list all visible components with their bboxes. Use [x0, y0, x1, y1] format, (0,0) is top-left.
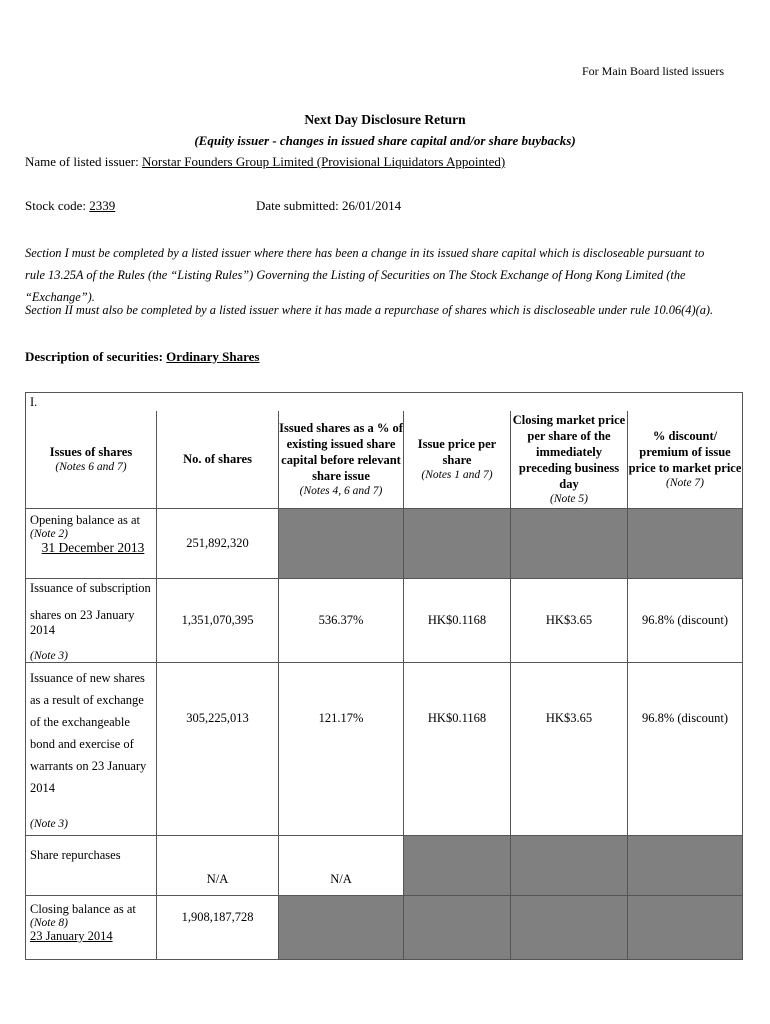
- stock-code-label: Stock code:: [25, 198, 87, 213]
- page-title: Next Day Disclosure Return: [304, 112, 466, 127]
- header-issues-note: (Notes 6 and 7): [55, 461, 127, 474]
- subscription-price: HK$0.1168: [404, 579, 511, 663]
- subscription-label-cell: [26, 579, 157, 663]
- date-submitted-label: Date submitted:: [256, 198, 339, 213]
- shaded-cell: [628, 896, 743, 960]
- closing-label-cell: [26, 896, 157, 960]
- shaded-cell: [511, 896, 628, 960]
- exchange-price: HK$0.1168: [404, 663, 511, 836]
- header-discount-text: % discount/ premium of issue price to market price: [628, 429, 742, 476]
- header-discount-note: (Note 7): [666, 477, 705, 490]
- exchange-pct: 121.17%: [279, 663, 404, 836]
- exchange-label-cell: [26, 663, 157, 836]
- shaded-cell: [511, 509, 628, 579]
- header-issues-text: Issues of shares: [49, 445, 133, 460]
- exchange-closing: HK$3.65: [511, 663, 628, 836]
- header-pct: [279, 411, 404, 509]
- stock-code-line: [25, 198, 115, 214]
- exchange-discount: 96.8% (discount): [628, 663, 743, 836]
- header-discount: [628, 411, 743, 509]
- header-pct-note: (Notes 4, 6 and 7): [299, 485, 383, 498]
- shaded-cell: [404, 509, 511, 579]
- opening-label: Opening balance as at: [30, 513, 141, 527]
- shaded-cell: [404, 896, 511, 960]
- exchange-shares: 305,225,013: [157, 663, 279, 836]
- share-capital-table: [25, 392, 743, 960]
- header-closing-note: (Note 5): [549, 493, 588, 506]
- subscription-label-1: Issuance of subscription: [30, 581, 151, 595]
- closing-note: (Note 8): [30, 917, 69, 929]
- table-row: [26, 896, 743, 960]
- subscription-note: (Note 3): [30, 650, 69, 662]
- subscription-shares: 1,351,070,395: [157, 579, 279, 663]
- subscription-label-2: shares on 23 January 2014: [30, 608, 135, 637]
- section2-instruction: Section II must also be completed by a listed issuer where it has made a repurchase of shares which is discloseable under rule 10.06(4)(a).: [25, 303, 714, 317]
- shaded-cell: [279, 896, 404, 960]
- table-row: [26, 663, 743, 836]
- subscription-discount: 96.8% (discount): [628, 579, 743, 663]
- repurchase-pct: N/A: [279, 836, 404, 896]
- header-pct-text: Issued shares as a % of existing issued share capital before relevant share issue: [279, 421, 403, 484]
- shaded-cell: [511, 836, 628, 896]
- section-label: I.: [26, 393, 743, 411]
- header-price-note: (Notes 1 and 7): [421, 469, 493, 482]
- repurchase-shares: N/A: [157, 836, 279, 896]
- subscription-closing: HK$3.65: [511, 579, 628, 663]
- shaded-cell: [279, 509, 404, 579]
- opening-label-cell: [26, 509, 157, 579]
- section1-instruction: Section I must be completed by a listed issuer where there has been a change in its issued share capital which is discloseable pursuant to rule 13.25A of the Rules (the “Listing Rules”) Governing the Listing of Securities on The Stock Exchange of Hong Kong Limited (the “Exchange”).: [25, 246, 705, 304]
- header-no-shares: [157, 411, 279, 509]
- securities-value: Ordinary Shares: [166, 349, 260, 364]
- shaded-cell: [628, 836, 743, 896]
- closing-shares: 1,908,187,728: [157, 896, 279, 960]
- header-no-shares-text: No. of shares: [183, 452, 252, 467]
- issuer-label: Name of listed issuer:: [25, 154, 139, 169]
- subscription-pct: 536.37%: [279, 579, 404, 663]
- page-subtitle: (Equity issuer - changes in issued share capital and/or share buybacks): [194, 133, 576, 148]
- securities-label: Description of securities:: [25, 349, 163, 364]
- exchange-label: Issuance of new shares as a result of exchange of the exchangeable bond and exercise of warrants on 23 January 2014: [30, 671, 147, 795]
- header-issues: [26, 411, 157, 509]
- issuer-line: [25, 154, 505, 170]
- opening-date: 31 December 2013: [41, 540, 145, 555]
- stock-code-value: 2339: [89, 198, 116, 213]
- header-price: [404, 411, 511, 509]
- table-row: [26, 836, 743, 896]
- closing-label: Closing balance as at: [30, 902, 136, 916]
- opening-note: (Note 2): [30, 528, 69, 540]
- shaded-cell: [404, 836, 511, 896]
- date-submitted-value: 26/01/2014: [341, 198, 402, 213]
- header-closing: [511, 411, 628, 509]
- repurchase-label: Share repurchases: [26, 836, 157, 896]
- issuer-name: Norstar Founders Group Limited (Provisional Liquidators Appointed): [141, 154, 506, 169]
- date-submitted-line: [256, 198, 401, 214]
- header-closing-text: Closing market price per share of the immediately preceding business day: [512, 413, 626, 492]
- exchange-note: (Note 3): [30, 818, 69, 830]
- securities-description: [25, 349, 259, 365]
- header-price-text: Issue price per share: [417, 437, 497, 468]
- shaded-cell: [628, 509, 743, 579]
- table-row: [26, 509, 743, 579]
- table-row: [26, 579, 743, 663]
- board-type-note: For Main Board listed issuers: [582, 64, 724, 78]
- closing-date: 23 January 2014: [30, 929, 113, 943]
- opening-shares: 251,892,320: [157, 509, 279, 579]
